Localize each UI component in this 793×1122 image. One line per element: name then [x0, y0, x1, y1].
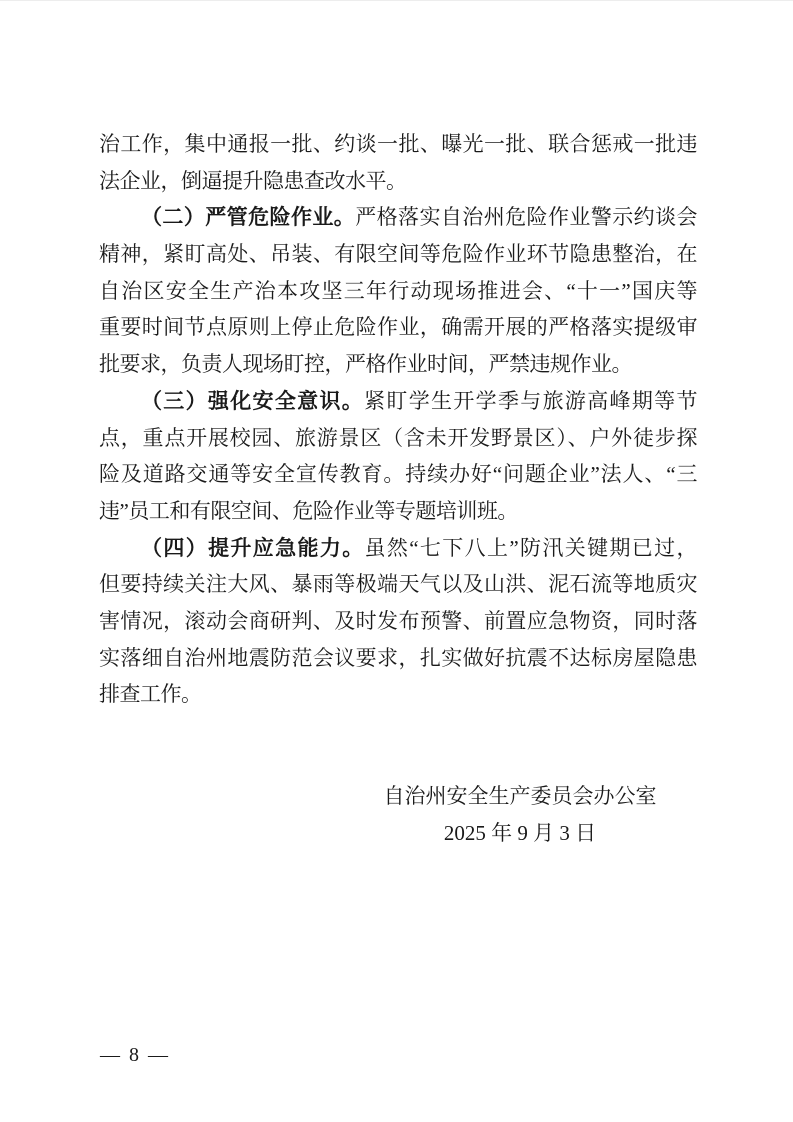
body-line: 险及道路交通等安全宣传教育。持续办好“问题企业”法人、“三	[99, 462, 697, 487]
body-line	[99, 199, 697, 236]
body-line: 治工作，集中通报一批、约谈一批、曝光一批、联合惩戒一批违	[99, 132, 697, 156]
body-line: 精神，紧盯高处、吊装、有限空间等危险作业环节隐患整治，在	[99, 242, 697, 267]
page-number: — 8 —	[100, 1044, 170, 1066]
body-line: 自治区安全生产治本攻坚三年行动现场推进会、“十一”国庆等	[99, 278, 697, 303]
document-body	[99, 126, 697, 713]
body-line	[99, 383, 697, 420]
body-line: 害情况，滚动会商研判、及时发布预警、前置应急物资，同时落	[99, 608, 697, 633]
body-line: 排查工作。	[99, 682, 202, 707]
signature-org: 自治州安全生产委员会办公室	[383, 784, 657, 808]
body-line: 但要持续关注大风、暴雨等极端天气以及山洪、泥石流等地质灾	[99, 572, 697, 597]
body-line: 点，重点开展校园、旅游景区（含未开发野景区）、户外徒步探	[99, 425, 697, 450]
body-line: 法企业，倒逼提升隐患查改水平。	[99, 168, 407, 193]
signature-block	[380, 778, 660, 852]
body-line: 批要求，负责人现场盯控，严格作业时间，严禁违规作业。	[99, 352, 632, 377]
section-heading: （四）提升应急能力。	[141, 535, 365, 560]
section-heading: （二）严管危险作业。	[141, 205, 356, 230]
body-line-text: 紧盯学生开学季与旅游高峰期等节	[364, 388, 697, 413]
body-line	[99, 530, 697, 567]
section-heading: （三）强化安全意识。	[141, 388, 365, 413]
signature-date: 2025 年 9 月 3 日	[443, 820, 597, 845]
body-line: 重要时间节点原则上停止危险作业，确需开展的严格落实提级审	[99, 315, 697, 340]
body-line-text: 严格落实自治州危险作业警示约谈会	[355, 205, 698, 230]
body-line-text: 虽然“七下八上”防汛关键期已过，	[364, 535, 698, 560]
body-line: 实落细自治州地震防范会议要求，扎实做好抗震不达标房屋隐患	[99, 645, 697, 670]
body-line: 违”员工和有限空间、危险作业等专题培训班。	[99, 498, 518, 523]
